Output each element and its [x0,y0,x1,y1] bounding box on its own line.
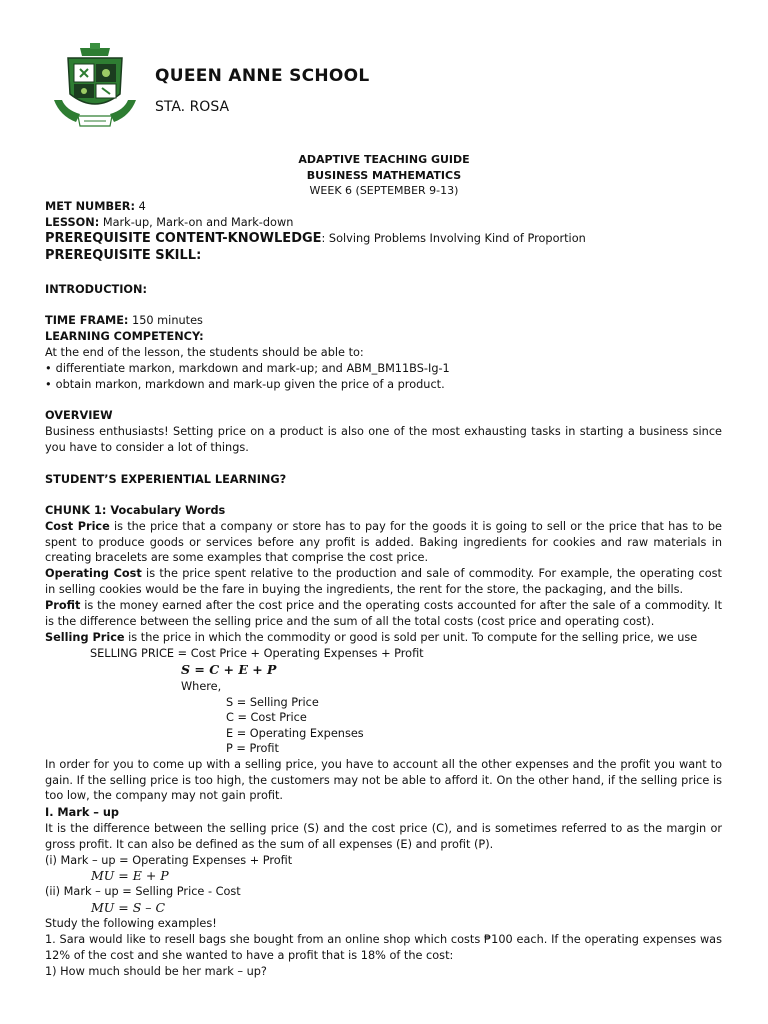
introduction-label: INTRODUCTION: [45,283,147,296]
study-examples-label: Study the following examples! [45,917,217,930]
prereq-skill-label: PREREQUISITE SKILL: [45,248,202,263]
operating-cost-text: is the price spent relative to the production and sale of commodity. For example, the operating cost in selling cookies would be the fare in buying the ingredients, the rent for the store, the packaging, and the bills. [45,567,722,596]
profit-text: is the money earned after the cost price and the operating costs accounted for after the sale of a commodity. It is the difference between the selling price and the sum of all the total costs (cost price and operating cost). [45,599,722,628]
cost-price-term: Cost Price [45,520,110,533]
prereq-content-label: PREREQUISITE CONTENT-KNOWLEDGE [45,231,322,246]
school-crest-logo [50,42,140,132]
selling-price-formula: S = C + E + P [181,662,277,677]
markup-formula1: MU = E + P [91,868,169,883]
met-value: 4 [135,200,146,213]
selling-price-definition [45,630,722,646]
school-location: STA. ROSA [155,99,230,115]
definition-item: C = Cost Price [226,711,307,724]
markup-formula1-words: (i) Mark – up = Operating Expenses + Profit [45,854,293,867]
time-frame-line [45,313,203,329]
prereq-content-value: : Solving Problems Involving Kind of Proportion [321,232,586,245]
definition-item: S = Selling Price [226,696,319,709]
markup-heading: I. Mark – up [45,806,120,819]
met-number-line [45,199,146,215]
subject-title: BUSINESS MATHEMATICS [306,168,462,182]
markup-text: It is the difference between the selling price (S) and the cost price (C), and is sometimes referred to as the margin or gross profit. It can also be defined as the sum of all expenses (E) and profit (P). [45,822,722,851]
where-label: Where, [181,680,222,693]
example-1-text: 1. Sara would like to resell bags she bought from an online shop which costs ₱100 each. If the operating expenses was 12% of the cost and she wanted to have a profit that is 18% of the cost: [45,933,722,962]
example-1-question: 1) How much should be her mark – up? [45,965,267,978]
time-frame-value: 150 minutes [128,314,203,327]
lesson-label: LESSON: [45,216,100,229]
met-label: MET NUMBER: [45,200,136,213]
lesson-value: Mark-up, Mark-on and Mark-down [99,216,294,229]
guide-title: ADAPTIVE TEACHING GUIDE [298,153,470,166]
prereq-content-line [45,231,586,247]
selling-price-text: is the price in which the commodity or good is sold per unit. To compute for the selling price, we use [124,631,698,644]
definition-item: E = Operating Expenses [226,727,364,740]
overview-text: Business enthusiasts! Setting price on a product is also one of the most exhausting tasks in starting a business since you have to consider a lot of things. [45,425,722,454]
competency-item: • differentiate markon, markdown and mark-up; and ABM_BM11BS-Ig-1 [45,361,450,377]
selling-price-explanation: In order for you to come up with a selling price, you have to account all the other expenses and the profit you want to gain. If the selling price is too high, the customers may not be able to afford it. On the other hand, if the selling price is too low, the company may not gain profit. [45,758,722,803]
cost-price-definition [45,519,722,566]
week-label: WEEK 6 (SEPTEMBER 9-13) [309,184,459,198]
overview-label: OVERVIEW [45,409,113,422]
markup-formula2-words: (ii) Mark – up = Selling Price - Cost [45,885,241,898]
definition-item: P = Profit [226,742,279,755]
school-name: QUEEN ANNE SCHOOL [155,66,370,86]
lesson-line [45,215,293,231]
profit-term: Profit [45,599,81,612]
document-heading [0,152,768,199]
selling-price-formula-words: SELLING PRICE = Cost Price + Operating Expenses + Profit [90,647,424,660]
chunk1-label: CHUNK 1: Vocabulary Words [45,504,226,517]
selling-price-term: Selling Price [45,631,125,644]
competency-intro: At the end of the lesson, the students should be able to: [45,346,364,359]
competency-label: LEARNING COMPETENCY: [45,330,204,343]
profit-definition [45,598,722,629]
experiential-label: STUDENT’S EXPERIENTIAL LEARNING? [45,473,287,486]
operating-cost-definition [45,566,722,597]
time-frame-label: TIME FRAME: [45,314,129,327]
competency-item: • obtain markon, markdown and mark-up given the price of a product. [45,377,445,393]
markup-formula2: MU = S – C [91,900,166,915]
cost-price-text: is the price that a company or store has to pay for the goods it is going to sell or the price that has to be spent to produce goods or services before any profit is added. Baking ingredients for cookies and raw materials in creating bracelets are some examples that comprise the cost price. [45,520,722,565]
operating-cost-term: Operating Cost [45,567,142,580]
